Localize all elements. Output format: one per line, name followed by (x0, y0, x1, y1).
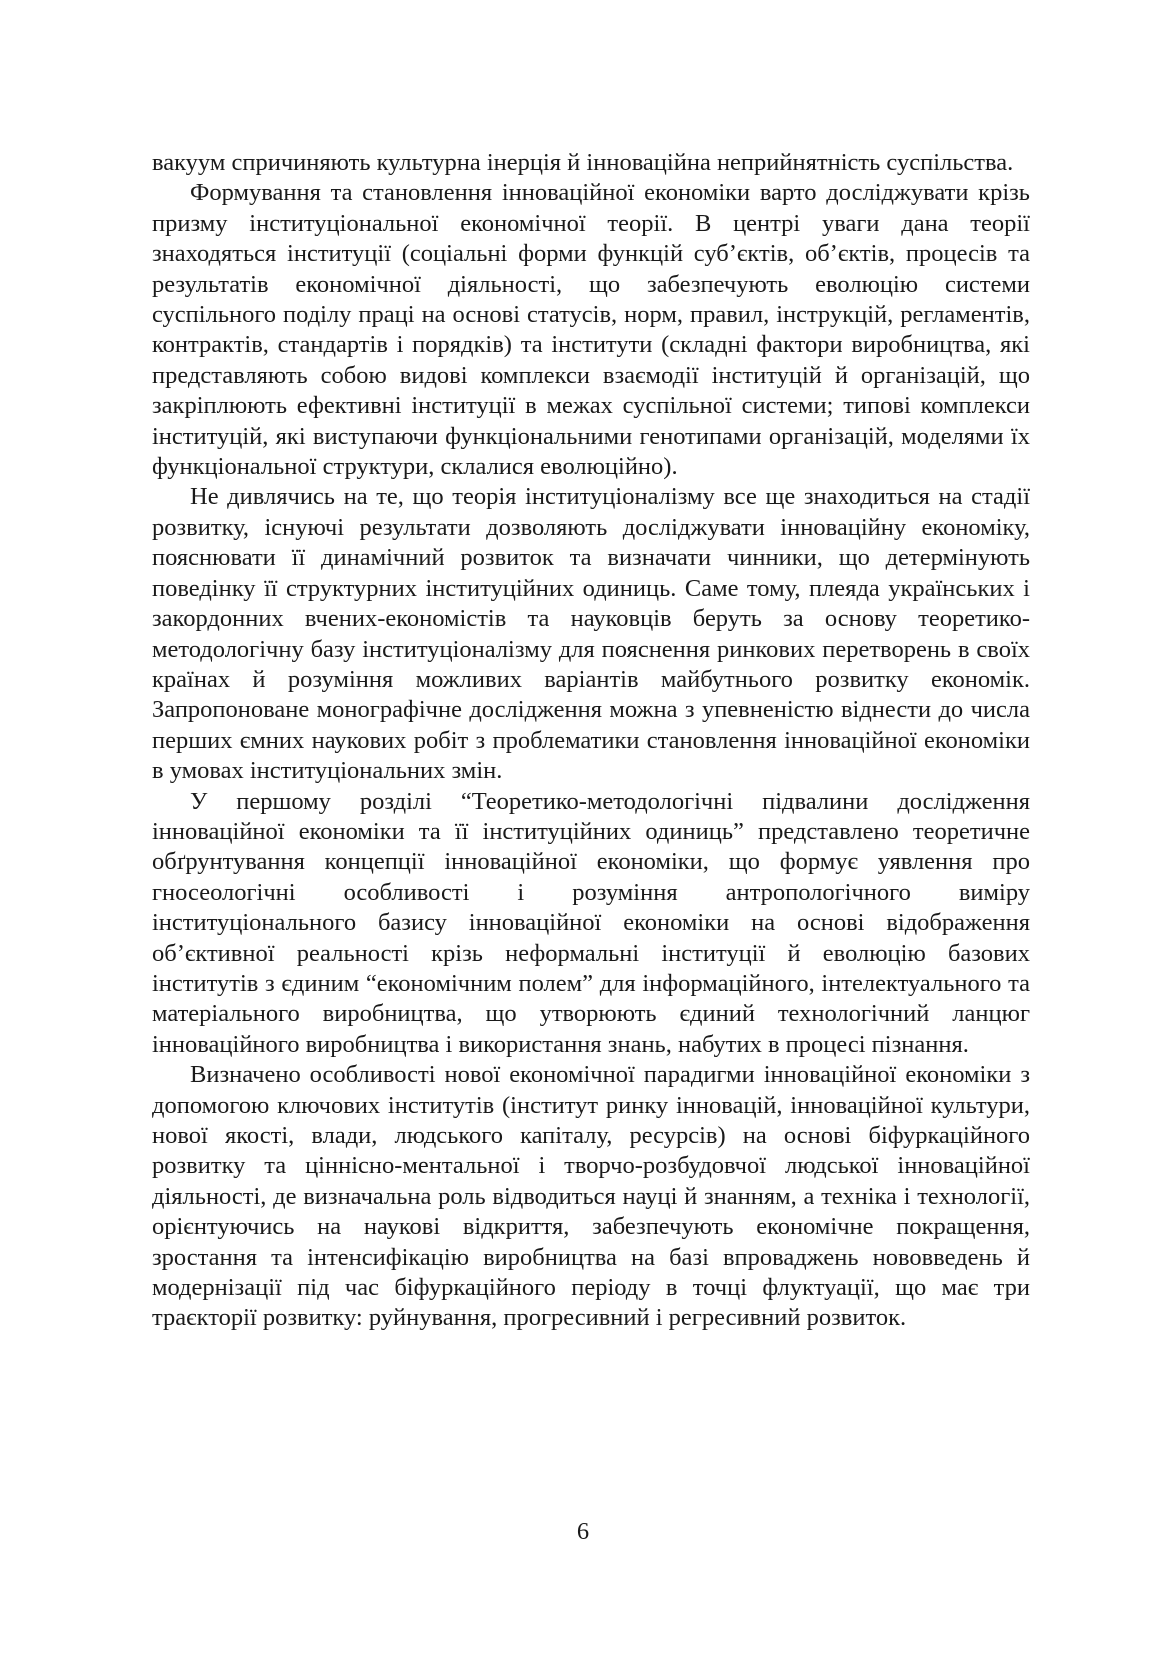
body-text (152, 148, 1030, 1334)
paragraph-5: Визначено особливості нової економічної парадигми інноваційної економіки з допомогою ключових інститутів (інститут ринку інновацій, інноваційної культури, нової якості, влади, людського капіталу, ресурсів) на основі біфуркаційного розвитку та ціннісно-ментальної і творчо-розбудовчої людської інноваційної діяльності, де визначальна роль відводиться науці й знанням, а техніка і технології, орієнтуючись на наукові відкриття, забезпечують економічне покращення, зростання та інтенсифікацію виробництва на базі впроваджень нововведень й модернізації під час біфуркаційного періоду в точці флуктуації, що має три траєкторії розвитку: руйнування, прогресивний і регресивний розвиток. (152, 1061, 1030, 1332)
paragraph-3: Не дивлячись на те, що теорія інституціоналізму все ще знаходиться на стадії розвитку, існуючі результати дозволяють досліджувати інноваційну економіку, пояснювати її динамічний розвиток та визначати чинники, що детермінують поведінку її структурних інституційних одиниць. Саме тому, плеяда українських і закордонних вчених-економістів та науковців беруть за основу теоретико-методологічну базу інституціоналізму для пояснення ринкових перетворень в своїх країнах й розуміння можливих варіантів майбутнього розвитку економік. Запропоноване монографічне дослідження можна з упевненістю віднести до числа перших ємних наукових робіт з проблематики становлення інноваційної економіки в умовах інституціональних змін. (152, 483, 1030, 785)
paragraph-4: У першому розділі “Теоретико-методологічні підвалини дослідження інноваційної економіки та її інституційних одиниць” представлено теоретичне обґрунтування концепції інноваційної економіки, що формує уявлення про гносеологічні особливості і розуміння антропологічного виміру інституціонального базису інноваційної економіки на основі відображення об’єктивної реальності крізь неформальні інституції й еволюцію базових інститутів з єдиним “економічним полем” для інформаційного, інтелектуального та матеріального виробництва, що утворюють єдиний технологічний ланцюг інноваційного виробництва і використання знань, набутих в процесі пізнання. (152, 787, 1030, 1058)
paragraph-2: Формування та становлення інноваційної економіки варто досліджувати крізь призму інституціональної економічної теорії. В центрі уваги дана теорії знаходяться інституції (соціальні форми функцій суб’єктів, об’єктів, процесів та результатів економічної діяльності, що забезпечують еволюцію системи суспільного поділу праці на основі статусів, норм, правил, інструкцій, регламентів, контрактів, стандартів і порядків) та інститути (складні фактори виробництва, які представляють собою видові комплекси взаємодії інституцій й організацій, що закріплюють ефективні інституції в межах суспільної системи; типові комплекси інституцій, які виступаючи функціональними генотипами організацій, моделями їх функціональної структури, склалися еволюційно). (152, 179, 1030, 481)
page-number: 6 (576, 1518, 590, 1545)
paragraph-1: вакуум спричиняють культурна інерція й інноваційна неприйнятність суспільства. (152, 149, 1014, 176)
